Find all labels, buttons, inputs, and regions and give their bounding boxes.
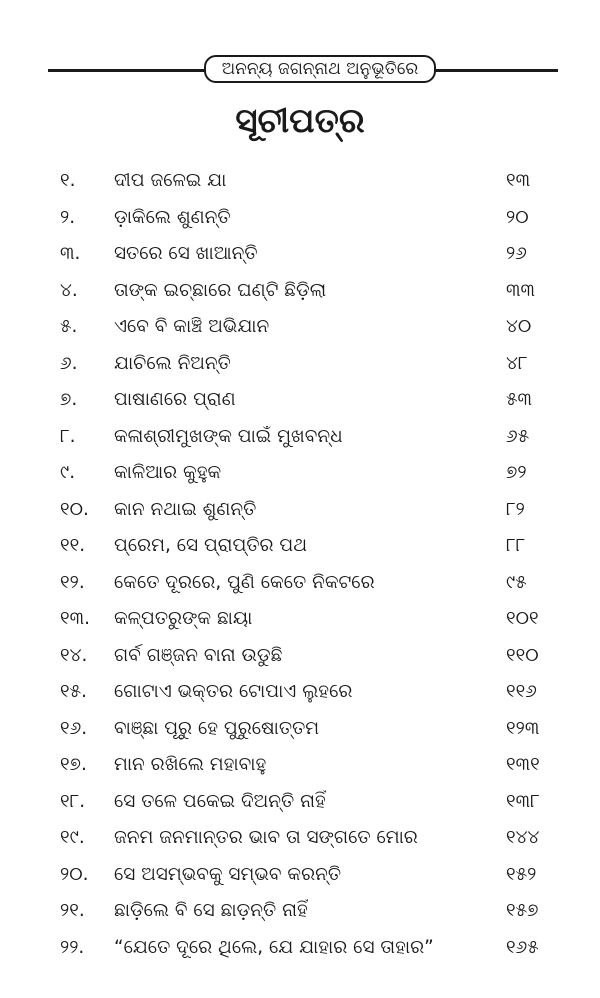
toc-entry-number: ୨୨.: [60, 936, 85, 958]
toc-entry-number: ୨୦.: [60, 863, 89, 885]
toc-entry-number: ୧୨.: [60, 571, 85, 593]
toc-entry-number: ୩.: [60, 243, 81, 264]
toc-entry: [0, 601, 600, 638]
toc-entry-title: ସତରେ ସେ ଖାଆନ୍ତି: [114, 243, 258, 264]
toc-entry: [0, 309, 600, 346]
toc-entry-page-number: ୭୨: [506, 462, 527, 483]
toc-entry-page-number: ୪୮: [506, 352, 528, 374]
toc-entry-title: ଯାଚିଲେ ନିଅନ୍ତି: [114, 352, 231, 374]
toc-entry-number: ୧୭.: [60, 754, 87, 775]
toc-entry: [0, 528, 600, 565]
toc-entry-number: ୧୮.: [60, 790, 86, 812]
toc-entry-title: ସେ ତଳେ ପକେଇ ଦିଅନ୍ତି ନାହିଁ: [114, 790, 326, 812]
toc-entry-title: ଡ଼ାକିଲେ ଶୁଣନ୍ତି: [114, 206, 231, 228]
toc-entry: [0, 857, 600, 894]
toc-entry-number: ୨୧.: [60, 900, 85, 921]
toc-entry-page-number: ୧୫୨: [506, 863, 537, 885]
toc-entry: [0, 346, 600, 383]
toc-entry-number: ୫.: [60, 316, 78, 337]
toc-entry-number: ୬.: [60, 352, 78, 374]
toc-entry-number: ୧୯.: [60, 827, 85, 848]
toc-entry-number: ୧୧.: [60, 535, 86, 556]
toc-entry-title: ଦୀପ ଜଳେଇ ଯା: [114, 170, 227, 191]
toc-entry-page-number: ୧୪୪: [506, 827, 540, 848]
toc-entry: [0, 638, 600, 675]
toc-entry-number: ୧୬.: [60, 717, 88, 739]
toc-entry-title: କାଳିଆର କୁହୁକ: [114, 462, 222, 483]
toc-entry-page-number: ୯୫: [506, 571, 527, 593]
toc-entry-page-number: ୧୦୧: [506, 608, 539, 629]
toc-entry: [0, 893, 600, 930]
toc-entry-number: ୧୩.: [60, 608, 91, 629]
toc-entry: [0, 784, 600, 821]
toc-entry-number: ୧୪.: [60, 644, 88, 666]
toc-entry-title: ତାଙ୍କ ଇଚ୍ଛାରେ ଘଣ୍ଟି ଛିଡ଼ିଲା: [114, 279, 327, 301]
toc-entry: [0, 455, 600, 492]
toc-entry-page-number: ୧୨୩: [506, 717, 540, 739]
toc-entry-title: କଳାଶ୍ରୀମୁଖଙ୍କ ପାଇଁ ମୁଖବନ୍ଧ: [114, 425, 343, 447]
toc-entry-number: ୧୫.: [60, 681, 88, 702]
toc-entry-page-number: ୧୩: [506, 170, 531, 191]
toc-entry-title: ପାଷାଣରେ ପ୍ରାଣ: [114, 389, 236, 410]
toc-entry-page-number: ୧୩୮: [506, 790, 540, 812]
toc-entry: [0, 820, 600, 857]
toc-entry-page-number: ୧୫୭: [506, 900, 539, 921]
toc-entry-page-number: ୧୩୧: [506, 754, 540, 775]
toc-entry: [0, 200, 600, 237]
toc-entry-page-number: ୫୩: [506, 389, 533, 410]
toc-entry-page-number: ୧୧୦: [506, 644, 539, 666]
page-title: ସୂଚୀପତ୍ର: [235, 101, 365, 141]
toc-entry-title: କଳ୍ପତରୁଙ୍କ ଛାୟା: [114, 608, 253, 629]
toc-entry: [0, 565, 600, 602]
toc-entry-title: କାନ ନଥାଇ ଶୁଣନ୍ତି: [114, 498, 257, 520]
toc-entry-page-number: ୩୩: [506, 279, 536, 301]
toc-entry-title: କେତେ ଦୂରରେ, ପୁଣି କେତେ ନିକଟରେ: [114, 571, 375, 593]
toc-entry: [0, 492, 600, 529]
toc-entry-title: ସେ ଅସମ୍ଭବକୁ ସମ୍ଭବ କରନ୍ତି: [114, 863, 342, 885]
toc-entry-number: ୮.: [60, 425, 76, 447]
toc-entry-title: ଏବେ ବି କାଞ୍ଚି ଅଭିଯାନ: [114, 316, 270, 337]
toc-entry: [0, 930, 600, 967]
toc-entry: [0, 711, 600, 748]
toc-entry: [0, 419, 600, 456]
toc-entry-page-number: ୧୧୬: [506, 681, 537, 702]
toc-entry-page-number: ୬୫: [506, 425, 530, 447]
toc-entry-page-number: ୮୨: [506, 498, 525, 520]
toc-entry-page-number: ୮୮: [506, 535, 526, 556]
toc-entry-page-number: ୪୦: [506, 316, 532, 337]
toc-entry-page-number: ୧୬୫: [506, 936, 539, 958]
toc-entry-title: ଜନମ ଜନମାନ୍ତର ଭାବ ତା ସଙ୍ଗତେ ମୋର: [114, 827, 418, 848]
toc-entry: [0, 674, 600, 711]
toc-entry-title: ଗୋଟାଏ ଭକ୍ତର ଟୋପାଏ ଲୁହରେ: [114, 681, 353, 702]
toc-entry: [0, 273, 600, 310]
toc-entry-number: ୧.: [60, 170, 76, 191]
table-of-contents: [0, 163, 600, 966]
toc-entry-page-number: ୨୬: [506, 243, 527, 264]
toc-entry-number: ୭.: [60, 389, 78, 410]
toc-entry: [0, 747, 600, 784]
running-header: ଅନନ୍ୟ ଜଗନ୍ନାଥ ଅନୁଭୂତିରେ: [204, 55, 436, 83]
toc-entry-title: ମାନ ରଖିଲେ ମହାବାହୁ: [114, 754, 267, 775]
toc-entry-title: ଗର୍ବ ଗଞ୍ଜନ ବାନା ଉଡୁଛି: [114, 644, 283, 666]
toc-entry-page-number: ୨୦: [506, 206, 529, 228]
toc-entry: [0, 163, 600, 200]
toc-entry: [0, 236, 600, 273]
toc-entry-title: ପ୍ରେମ, ସେ ପ୍ରାପ୍ତିର ପଥ: [114, 535, 308, 556]
toc-entry-number: ୯.: [60, 462, 76, 483]
toc-entry-number: ୧୦.: [60, 498, 89, 520]
toc-entry-number: ୪.: [60, 279, 78, 301]
toc-entry-number: ୨.: [60, 206, 76, 228]
toc-entry-title: ବାଞ୍ଛା ପୂରୁ ହେ ପୁରୁଷୋତ୍ତମ: [114, 717, 320, 739]
toc-entry: [0, 382, 600, 419]
toc-entry-title: ଛାଡ଼ିଲେ ବି ସେ ଛାଡ଼ନ୍ତି ନାହିଁ: [114, 900, 308, 921]
toc-entry-title: “ଯେତେ ଦୂରେ ଥିଲେ, ଯେ ଯାହାର ସେ ତାହାର”: [114, 936, 434, 958]
